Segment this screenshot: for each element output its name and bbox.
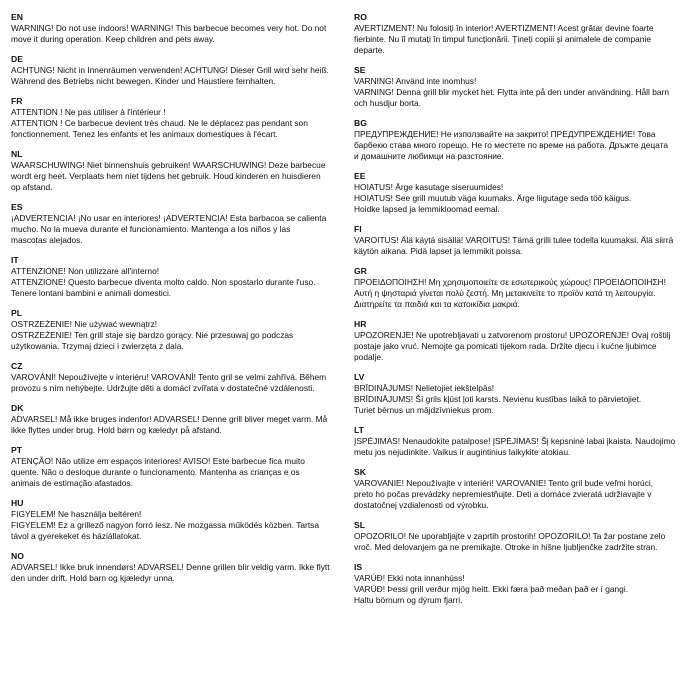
warning-line: Αυτή η ψησταριά γίνεται πολύ ζεστή. Μη μετακινείτε το προϊόν κατά τη λειτουργία. (354, 288, 656, 298)
warning-text (354, 330, 692, 363)
language-code: ES (11, 202, 23, 212)
warning-block-no (11, 551, 347, 584)
warning-line: mucho. No la mueva durante el funcionamiento. Mantenga a los niños y las (11, 224, 291, 234)
warning-line: ATTENZIONE! Non utilizzare all'interno! (11, 266, 160, 276)
language-code: LT (354, 425, 364, 435)
warning-line: Haltu börnum og dýrum fjarri. (354, 595, 463, 605)
warning-block-fr (11, 96, 347, 140)
warning-line: WARNING! Do not use indoors! WARNING! This barbecue becomes very hot. Do not (11, 23, 327, 33)
warning-block-sl (354, 520, 692, 553)
warning-line: Tenere lontani bambini e animali domestici. (11, 288, 172, 298)
warning-line: käytön aikana. Pidä lapset ja lemmikit poissa. (354, 246, 523, 256)
language-code: IS (354, 562, 363, 572)
warning-line: Während des Betriebs nicht bewegen. Kinder und Haustiere fernhalten. (11, 76, 276, 86)
warning-line: ACHTUNG! Nicht in Innenräumen verwenden! ACHTUNG! Dieser Grill wird sehr heiß. (11, 65, 329, 75)
warning-block-cz (11, 361, 347, 394)
warning-line: provozu s ním nehýbejte. Udržujte děti a domácí zvířata v dostatečné vzdálenosti. (11, 383, 315, 393)
warning-line: и домашните любимци на разстояние. (354, 151, 504, 161)
warning-line: postaje jako vruć. Nemojte ga pomicati tijekom rada. Držite djecu i kućne ljubimce (354, 341, 657, 351)
language-code: FR (11, 96, 23, 106)
warning-line: FIGYELEM! Ez a grillező nagyon forró lesz. Ne mozgassa működés közben. Tartsa (11, 520, 319, 530)
warning-line: VAROITUS! Älä käytä sisällä! VAROITUS! Tämä grilli tulee todella kuumaksi. Älä siirrä (354, 235, 674, 245)
warning-line: VARÚÐ! Þessi grill verður mjög heitt. Ekki færa það meðan það er í gangi. (354, 584, 629, 594)
warning-line: ΠΡΟΕΙΔΟΠΟΙΗΣΗ! Μη χρησιμοποιείτε σε εσωτερικούς χώρους! ΠΡΟΕΙΔΟΠΟΙΗΣΗ! (354, 277, 666, 287)
warning-line: dostatočnej vzdialenosti od výrobku. (354, 500, 489, 510)
warning-block-sk (354, 467, 692, 511)
warning-line: UPOZORENJE! Ne upotrebljavati u zatvorenom prostoru! UPOZORENJE! Ovaj roštilj (354, 330, 671, 340)
warning-block-lt (354, 425, 692, 458)
language-code: RO (354, 12, 367, 22)
warning-block-fi (354, 224, 692, 257)
warning-line: Turiet bērnus un mājdzīvniekus prom. (354, 405, 494, 415)
warning-text (11, 65, 347, 87)
language-code: CZ (11, 361, 23, 371)
warning-line: VAROVÁNÍ! Nepoužívejte v interiéru! VAROVÁNÍ! Tento gril se velmi zahřívá. Během (11, 372, 327, 382)
language-code: BG (354, 118, 367, 128)
warning-line: OPOZORILO! Ne uporabljajte v zaprtih prostorih! OPOZORILO! Ta žar postane zelo (354, 531, 666, 541)
warning-line: ATTENZIONE! Questo barbecue diventa molto caldo. Non spostarlo durante l'uso. (11, 277, 316, 287)
warning-block-nl (11, 149, 347, 193)
warning-text (354, 129, 692, 162)
warning-line: departe. (354, 45, 385, 55)
warning-line: ATTENTION ! Ce barbecue devient très chaud. Ne le déplacez pas pendant son (11, 118, 308, 128)
language-code: PL (11, 308, 22, 318)
warning-text (11, 160, 347, 193)
warning-text (354, 182, 692, 215)
warning-line: move it during operation. Keep children and pets away. (11, 34, 215, 44)
warning-line: animais de estimação afastados. (11, 478, 133, 488)
warning-line: ĮSPĖJIMAS! Nenaudokite patalpose! ĮSPĖJIMAS! Šį kepsninė labai įkaista. Naudojimo (354, 436, 676, 446)
warning-block-pl (11, 308, 347, 352)
warning-block-ee (354, 171, 692, 215)
warning-block-bg (354, 118, 692, 162)
warning-line: VARNING! Denna grill blir mycket het. Flytta inte på den under användning. Håll barn (354, 87, 669, 97)
warning-line: op afstand. (11, 182, 53, 192)
warning-line: VARNING! Använd inte inomhus! (354, 76, 477, 86)
warning-text (354, 383, 692, 416)
warning-text (354, 478, 692, 511)
warning-line: ПРЕДУПРЕЖДЕНИЕ! Не използвайте на закрито! ПРЕДУПРЕЖДЕНИЕ! Това (354, 129, 656, 139)
warning-line: ADVARSEL! Ikke bruk innendørs! ADVARSEL! Denne grillen blir veldig varm. Ikke flytt (11, 562, 330, 572)
warning-block-pt (11, 445, 347, 489)
warning-line: VAROVANIE! Nepoužívajte v interiéri! VAROVANIE! Tento gril bude veľmi horúci, (354, 478, 654, 488)
warning-line: podalje. (354, 352, 384, 362)
warning-text (354, 531, 692, 553)
warning-line: fonctionnement. Tenez les enfants et les animaux domestiques à l'écart. (11, 129, 278, 139)
warning-text (11, 414, 347, 436)
warning-line: Hoidke lapsed ja lemmikloomad eemal. (354, 204, 500, 214)
language-code: EN (11, 12, 23, 22)
warning-line: metu jos nejudinkite. Vaikus ir augintinius laikykite atokiau. (354, 447, 571, 457)
warning-block-es (11, 202, 347, 246)
warning-line: ADVARSEL! Må ikke bruges indenfor! ADVARSEL! Denne grill bliver meget varm. Må (11, 414, 328, 424)
language-code: HU (11, 498, 24, 508)
warning-line: wordt erg heet. Verplaats hem niet tijdens het gebruik. Houd kinderen en huisdieren (11, 171, 321, 181)
language-code: NO (11, 551, 24, 561)
warning-line: ¡ADVERTENCIA! ¡No usar en interiores! ¡ADVERTENCIA! Esta barbacoa se calienta (11, 213, 327, 223)
warning-block-it (11, 255, 347, 299)
warning-line: fierbinte. Nu îl mutați în timpul funcționării. Țineți copiii și animalele de companie (354, 34, 651, 44)
warning-block-de (11, 54, 347, 87)
language-code: DK (11, 403, 24, 413)
warning-block-en (11, 12, 347, 45)
warning-line: FIGYELEM! Ne használja beltéren! (11, 509, 142, 519)
warning-line: och husdjur borta. (354, 98, 422, 108)
warning-line: ATTENTION ! Ne pas utiliser à l'intérieur ! (11, 107, 166, 117)
warning-line: HOIATUS! See grill muutub väga kuumaks. Ärge liigutage seda töö käigus. (354, 193, 632, 203)
warning-line: барбекю става много горещо. Не го местете по време на работа. Дръжте децата (354, 140, 669, 150)
warning-line: den under drift. Hold barn og kjæledyr unna. (11, 573, 175, 583)
warning-text (11, 23, 347, 45)
warning-text (11, 509, 347, 542)
language-code: GR (354, 266, 367, 276)
language-code: HR (354, 319, 367, 329)
warning-block-gr (354, 266, 692, 310)
warning-text (11, 456, 347, 489)
warning-block-dk (11, 403, 347, 436)
warning-line: VARÚÐ! Ekki nota innanhúss! (354, 573, 465, 583)
language-code: EE (354, 171, 366, 181)
warning-block-hr (354, 319, 692, 363)
language-code: NL (11, 149, 23, 159)
warning-text (11, 107, 347, 140)
warning-line: mascotas alejados. (11, 235, 83, 245)
language-code: SK (354, 467, 366, 477)
warning-line: Διατηρείτε τα παιδιά και τα κατοικίδια μακριά. (354, 299, 520, 309)
left-column (11, 12, 347, 593)
warning-text (11, 562, 347, 584)
warning-text (354, 436, 692, 458)
warning-line: quente. Não o desloque durante o funcionamento. Mantenha as crianças e os (11, 467, 300, 477)
language-code: PT (11, 445, 22, 455)
warning-text (11, 372, 347, 394)
language-code: SL (354, 520, 365, 530)
warning-block-ro (354, 12, 692, 56)
warning-line: BRĪDINĀJUMS! Šī grils kļūst ļoti karsts. Nevienu kustības laikā to pārvietojiet. (354, 394, 642, 404)
warning-block-se (354, 65, 692, 109)
warning-line: távol a gyerekeket és háziállatokat. (11, 531, 142, 541)
warning-text (354, 573, 692, 606)
language-code: FI (354, 224, 362, 234)
right-column (354, 12, 692, 615)
warning-line: OSTRZEŻENIE! Ten grill staje się bardzo gorący. Nie przesuwaj go podczas (11, 330, 294, 340)
warning-line: preto ho počas prevádzky nepremiestňujte. Deti a domáce zvieratá udržiavajte v (354, 489, 652, 499)
warning-line: BRĪDINĀJUMS! Nelietojiet iekštelpās! (354, 383, 495, 393)
warning-text (11, 319, 347, 352)
language-code: IT (11, 255, 19, 265)
warning-text (354, 76, 692, 109)
warning-text (11, 213, 347, 246)
warning-block-hu (11, 498, 347, 542)
language-code: LV (354, 372, 365, 382)
language-code: SE (354, 65, 366, 75)
warning-text (354, 23, 692, 56)
warning-text (11, 266, 347, 299)
language-code: DE (11, 54, 23, 64)
warning-line: HOIATUS! Ärge kasutage siseruumides! (354, 182, 504, 192)
warning-line: użytkowania. Trzymaj dzieci i zwierzęta z dala. (11, 341, 184, 351)
warning-line: ATENÇÃO! Não utilize em espaços interiores! AVISO! Este barbecue fica muito (11, 456, 305, 466)
warning-block-is (354, 562, 692, 606)
warning-text (354, 277, 692, 310)
warning-block-lv (354, 372, 692, 416)
warning-line: vroč. Med delovanjem ga ne premikajte. Otroke in hišne ljubljenčke zadržite stran. (354, 542, 658, 552)
warning-text (354, 235, 692, 257)
warning-line: OSTRZEŻENIE! Nie używać wewnątrz! (11, 319, 158, 329)
warning-line: WAARSCHUWING! Niet binnenshuis gebruiken! WAARSCHUWING! Deze barbecue (11, 160, 326, 170)
warning-line: AVERTIZMENT! Nu folosiți în interior! AVERTIZMENT! Acest grătar devine foarte (354, 23, 654, 33)
warning-line: ikke flyttes under brug. Hold børn og kæledyr på afstand. (11, 425, 222, 435)
